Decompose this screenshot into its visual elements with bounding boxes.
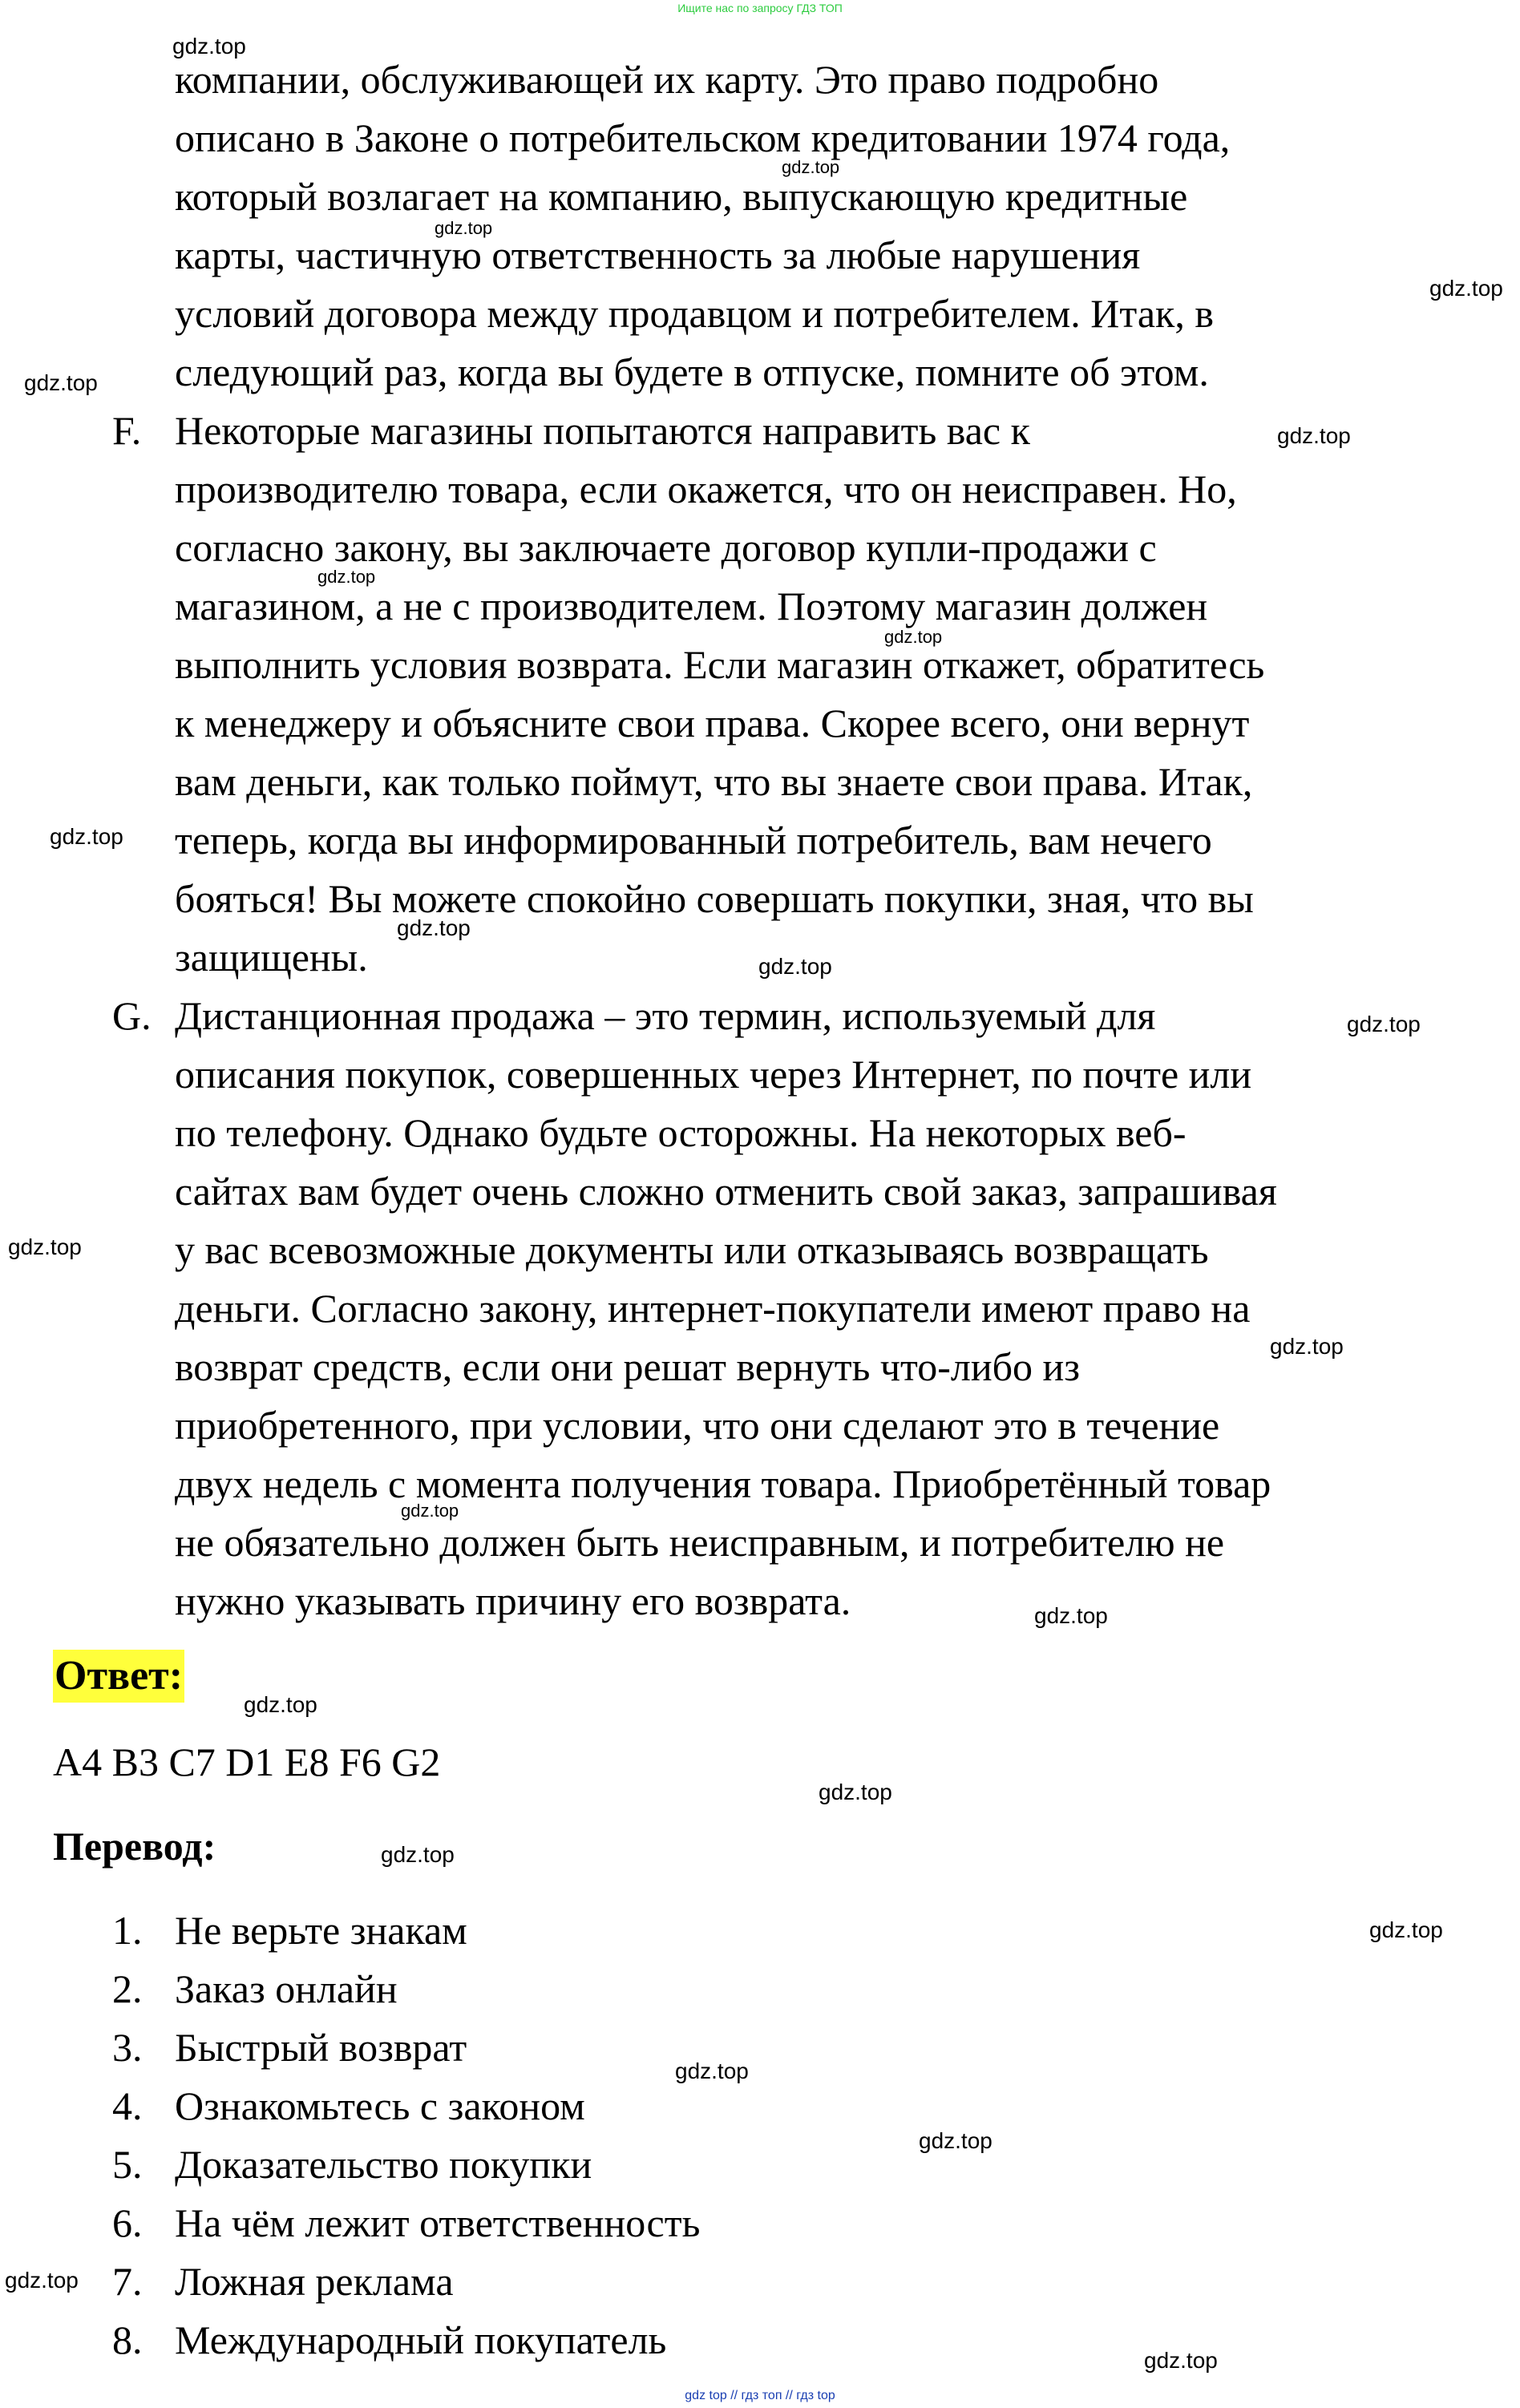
item-number: 8. bbox=[112, 2317, 143, 2362]
watermark: gdz.top bbox=[24, 370, 98, 395]
paragraph-e-line: описано в Законе о потребительском кредитовании 1974 года, bbox=[175, 115, 1231, 160]
watermark: gdz.top bbox=[1270, 1334, 1344, 1359]
paragraph-g-letter: G. bbox=[112, 993, 152, 1038]
translation-item bbox=[112, 2077, 585, 2135]
watermark: gdz.top bbox=[1429, 276, 1503, 301]
watermark: gdz.top bbox=[317, 567, 376, 587]
translation-item bbox=[112, 2311, 666, 2370]
watermark: gdz.top bbox=[1369, 1917, 1443, 1942]
watermark: gdz.top bbox=[919, 2128, 992, 2153]
top-banner[interactable]: Ищите нас по запросу ГДЗ ТОП bbox=[677, 2, 843, 14]
paragraph-e-line: компании, обслуживающей их карту. Это право подробно bbox=[175, 57, 1159, 102]
translation-item bbox=[112, 2194, 700, 2252]
paragraph-e-line: который возлагает на компанию, выпускающую кредитные bbox=[175, 174, 1188, 219]
watermark: gdz.top bbox=[1347, 1012, 1421, 1036]
translation-item bbox=[112, 2018, 467, 2077]
item-text: Ознакомьтесь с законом bbox=[175, 2083, 585, 2128]
item-number: 1. bbox=[112, 1908, 143, 1953]
item-number: 6. bbox=[112, 2200, 143, 2245]
item-text: Быстрый возврат bbox=[175, 2025, 467, 2070]
paragraph-f-line: теперь, когда вы информированный потребитель, вам нечего bbox=[175, 818, 1212, 863]
watermark: gdz.top bbox=[782, 157, 840, 177]
watermark: gdz.top bbox=[172, 34, 246, 59]
footer-links[interactable]: gdz top // гдз топ // гдз top bbox=[685, 2389, 835, 2402]
paragraph-e-line: карты, частичную ответственность за любые нарушения bbox=[175, 232, 1141, 277]
item-text: Не верьте знакам bbox=[175, 1908, 467, 1953]
watermark: gdz.top bbox=[1034, 1603, 1108, 1628]
watermark: gdz.top bbox=[401, 1501, 459, 1521]
paragraph-g-line: по телефону. Однако будьте осторожны. На некоторых веб- bbox=[175, 1110, 1186, 1155]
paragraph-f-line: бояться! Вы можете спокойно совершать покупки, зная, что вы bbox=[175, 876, 1254, 921]
watermark: gdz.top bbox=[758, 954, 832, 979]
paragraph-g-line: описания покупок, совершенных через Интернет, по почте или bbox=[175, 1052, 1252, 1097]
watermark: gdz.top bbox=[8, 1234, 82, 1259]
item-number: 4. bbox=[112, 2083, 143, 2128]
translation-item bbox=[112, 1901, 467, 1960]
watermark: gdz.top bbox=[435, 218, 493, 238]
translation-item bbox=[112, 2252, 454, 2311]
item-text: Ложная реклама bbox=[175, 2259, 454, 2304]
item-text: На чём лежит ответственность bbox=[175, 2200, 701, 2245]
watermark: gdz.top bbox=[1144, 2348, 1218, 2373]
paragraph-g-line: Дистанционная продажа – это термин, используемый для bbox=[175, 993, 1156, 1038]
paragraph-f-line: к менеджеру и объясните свои права. Скорее всего, они вернут bbox=[175, 701, 1250, 745]
watermark: gdz.top bbox=[381, 1842, 455, 1867]
paragraph-f-line: Некоторые магазины попытаются направить вас к bbox=[175, 408, 1030, 453]
item-number: 5. bbox=[112, 2142, 143, 2187]
item-text: Международный покупатель bbox=[175, 2317, 667, 2362]
watermark: gdz.top bbox=[50, 824, 123, 849]
paragraph-g-line: двух недель с момента получения товара. Приобретённый товар bbox=[175, 1461, 1271, 1506]
watermark: gdz.top bbox=[5, 2268, 79, 2293]
item-number: 2. bbox=[112, 1966, 143, 2011]
watermark: gdz.top bbox=[1277, 423, 1351, 448]
item-text: Доказательство покупки bbox=[175, 2142, 592, 2187]
item-text: Заказ онлайн bbox=[175, 1966, 398, 2011]
paragraph-g-line: приобретенного, при условии, что они сделают это в течение bbox=[175, 1403, 1220, 1448]
watermark: gdz.top bbox=[884, 627, 943, 647]
item-number: 7. bbox=[112, 2259, 143, 2304]
paragraph-f-line: магазином, а не с производителем. Поэтому магазин должен bbox=[175, 584, 1208, 628]
paragraph-f-line: производителю товара, если окажется, что он неисправен. Но, bbox=[175, 467, 1237, 511]
answer-heading: Ответ: bbox=[53, 1650, 184, 1703]
paragraph-f-line: защищены. bbox=[175, 935, 368, 980]
paragraph-g-line: возврат средств, если они решат вернуть что-либо из bbox=[175, 1344, 1081, 1389]
paragraph-f-line: согласно закону, вы заключаете договор купли-продажи с bbox=[175, 525, 1157, 570]
paragraph-f-line: выполнить условия возврата. Если магазин откажет, обратитесь bbox=[175, 642, 1265, 687]
translation-heading: Перевод: bbox=[53, 1824, 216, 1869]
watermark: gdz.top bbox=[244, 1692, 317, 1717]
translation-item bbox=[112, 1960, 398, 2018]
item-number: 3. bbox=[112, 2025, 143, 2070]
translation-item bbox=[112, 2135, 592, 2194]
paragraph-f-line: вам деньги, как только поймут, что вы знаете свои права. Итак, bbox=[175, 759, 1253, 804]
paragraph-e-line: следующий раз, когда вы будете в отпуске, помните об этом. bbox=[175, 349, 1209, 394]
paragraph-g-line: сайтах вам будет очень сложно отменить свой заказ, запрашивая bbox=[175, 1169, 1277, 1214]
paragraph-g-line: деньги. Согласно закону, интернет-покупатели имеют право на bbox=[175, 1286, 1251, 1331]
paragraph-g-line: у вас всевозможные документы или отказываясь возвращать bbox=[175, 1227, 1209, 1272]
paragraph-f-letter: F. bbox=[112, 408, 142, 453]
watermark: gdz.top bbox=[819, 1780, 892, 1804]
answer-text: A4 B3 C7 D1 E8 F6 G2 bbox=[53, 1739, 441, 1784]
watermark: gdz.top bbox=[397, 915, 471, 940]
paragraph-g-line: нужно указывать причину его возврата. bbox=[175, 1578, 851, 1623]
watermark: gdz.top bbox=[675, 2059, 749, 2083]
paragraph-g-line: не обязательно должен быть неисправным, и потребителю не bbox=[175, 1520, 1225, 1565]
paragraph-e-line: условий договора между продавцом и потребителем. Итак, в bbox=[175, 291, 1214, 336]
